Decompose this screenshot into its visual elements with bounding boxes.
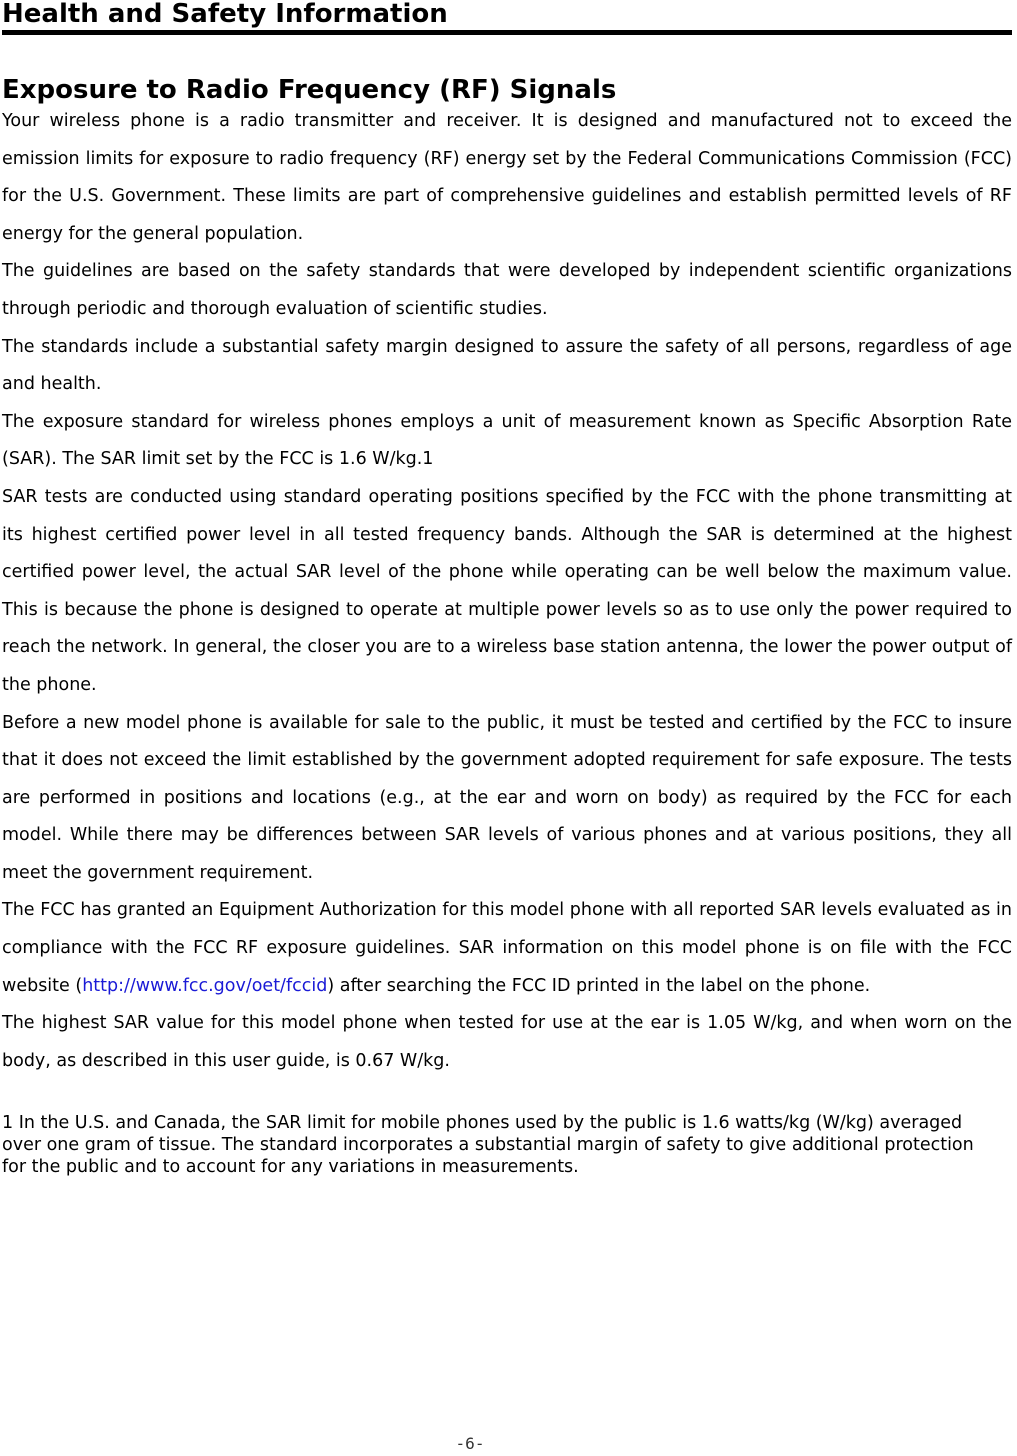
paragraph-sar-unit: The exposure standard for wireless phones employs a unit of measurement known as Specific Absorption Rate (SAR). The SAR limit set by the FCC is 1.6 W/kg.1 [2, 411, 1012, 470]
section-title: Exposure to Radio Frequency (RF) Signals [2, 75, 617, 105]
authorization-text-end: ) after searching the FCC ID printed in the label on the phone. [327, 975, 871, 996]
paragraph-standards: The standards include a substantial safety margin designed to assure the safety of all persons, regardless of age and health. [2, 336, 1012, 395]
paragraph-sar-tests: SAR tests are conducted using standard operating positions specified by the FCC with the phone transmitting at its highest certified power level in all tested frequency bands. Although the SAR is determined at the highest certified power level, the actual SAR level of the phone while operating can be well below the maximum value. This is because the phone is designed to operate at multiple power levels so as to use only the power required to reach the network. In general, the closer you are to a wireless base station antenna, the lower the power output of the phone. [2, 486, 1012, 695]
fcc-website-link[interactable]: http://www.fcc.gov/oet/fccid [82, 975, 328, 996]
page-number: -6- [455, 1434, 485, 1453]
document-page [2, 0, 1012, 1178]
paragraph-highest-sar: The highest SAR value for this model phone when tested for use at the ear is 1.05 W/kg, and when worn on the body, as described in this user guide, is 0.67 W/kg. [2, 1013, 1012, 1071]
paragraph-guidelines: The guidelines are based on the safety standards that were developed by independent scientific organizations through periodic and thorough evaluation of scientific studies. [2, 261, 1012, 319]
authorization-text-start: The FCC has granted an Equipment Authorization for this model phone with all reported SAR levels evaluated as in compliance with the FCC RF exposure guidelines. SAR information on this model phone is on file with the FCC website ( [2, 900, 1012, 996]
footnote: 1 In the U.S. and Canada, the SAR limit for mobile phones used by the public is 1.6 watts/kg (W/kg) averaged over one gram of tissue. The standard incorporates a substantial margin of safety to give additional protection for the public and to account for any variations in measurements. [2, 1113, 974, 1178]
paragraph-intro: Your wireless phone is a radio transmitter and receiver. It is designed and manufactured not to exceed the emission limits for exposure to radio frequency (RF) energy set by the Federal Communications Commission (FCC) for the U.S. Government. These limits are part of comprehensive guidelines and establish permitted levels of RF energy for the general population. [2, 111, 1012, 244]
paragraph-certification: Before a new model phone is available for sale to the public, it must be tested and certified by the FCC to insure that it does not exceed the limit established by the government adopted requirement for safe exposure. The tests are performed in positions and locations (e.g., at the ear and worn on body) as required by the FCC for each model. While there may be differences between SAR levels of various phones and at various positions, they all meet the government requirement. [2, 712, 1012, 883]
paragraph-fcc-authorization [2, 892, 1012, 1005]
page-header: Health and Safety Information [2, 0, 1012, 35]
